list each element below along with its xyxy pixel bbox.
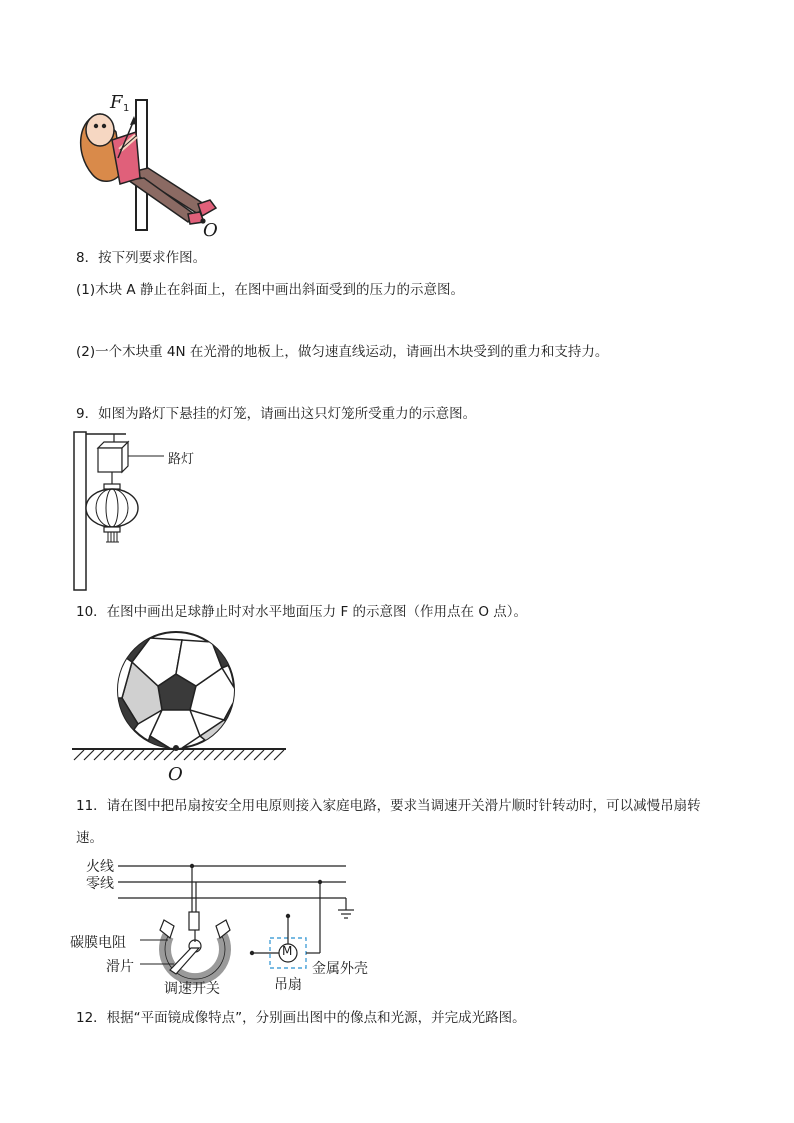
neutral-wire-label: 零线 (86, 876, 114, 892)
figure-street-lamp (72, 428, 232, 592)
force-label: F (110, 92, 123, 113)
circuit-drawing (70, 854, 390, 1004)
question-9: 9．如图为路灯下悬挂的灯笼，请画出这只灯笼所受重力的示意图。 (76, 406, 477, 422)
ground-hatch (74, 750, 284, 760)
point-o-label: O (168, 764, 183, 785)
question-8-part-1: (1)木块 A 静止在斜面上，在图中画出斜面受到的压力的示意图。 (76, 282, 464, 298)
lamp-pole (74, 432, 86, 590)
question-12: 12．根据“平面镜成像特点”，分别画出图中的像点和光源，并完成光路图。 (76, 1010, 526, 1026)
lantern-body (86, 489, 138, 527)
point-o-dot (173, 745, 179, 751)
lamp-front (98, 448, 122, 472)
carbon-resistor-label: 碳膜电阻 (70, 935, 126, 951)
question-11-line-1: 11．请在图中把吊扇按安全用电原则接入家庭电路，要求当调速开关滑片顺时针转动时，可以减慢吊扇转 (76, 798, 701, 814)
fan-terminal-dot (286, 914, 290, 918)
question-11-line-2: 速。 (76, 830, 103, 846)
point-o-label: O (203, 220, 218, 241)
eye (102, 124, 106, 128)
metal-case-label: 金属外壳 (312, 961, 368, 977)
face (86, 114, 114, 146)
figure-football (72, 628, 292, 788)
figure-person-wall (70, 92, 230, 242)
lamp-side (122, 442, 128, 472)
slider-label: 滑片 (106, 959, 134, 975)
lantern-cap (104, 484, 120, 489)
switch-top-terminal (189, 912, 199, 930)
lantern-bottom (104, 527, 120, 532)
live-wire-label: 火线 (86, 859, 114, 875)
street-lamp-drawing (72, 428, 232, 592)
eye (94, 124, 98, 128)
question-8: 8．按下列要求作图。 (76, 250, 207, 266)
slider-arm (170, 948, 199, 974)
figure-circuit (70, 854, 390, 1004)
question-8-part-2: (2)一个木块重 4N 在光滑的地板上，做匀速直线运动，请画出木块受到的重力和支持力。 (76, 344, 609, 360)
ceiling-fan-label: 吊扇 (274, 977, 302, 993)
speed-switch-label: 调速开关 (164, 981, 220, 997)
lamp-label: 路灯 (168, 452, 195, 467)
fan-terminal-dot (250, 951, 254, 955)
force-subscript: 1 (123, 103, 130, 114)
question-10: 10．在图中画出足球静止时对水平地面压力 F 的示意图（作用点在 O 点）。 (76, 604, 527, 620)
motor-symbol: M (282, 944, 293, 958)
